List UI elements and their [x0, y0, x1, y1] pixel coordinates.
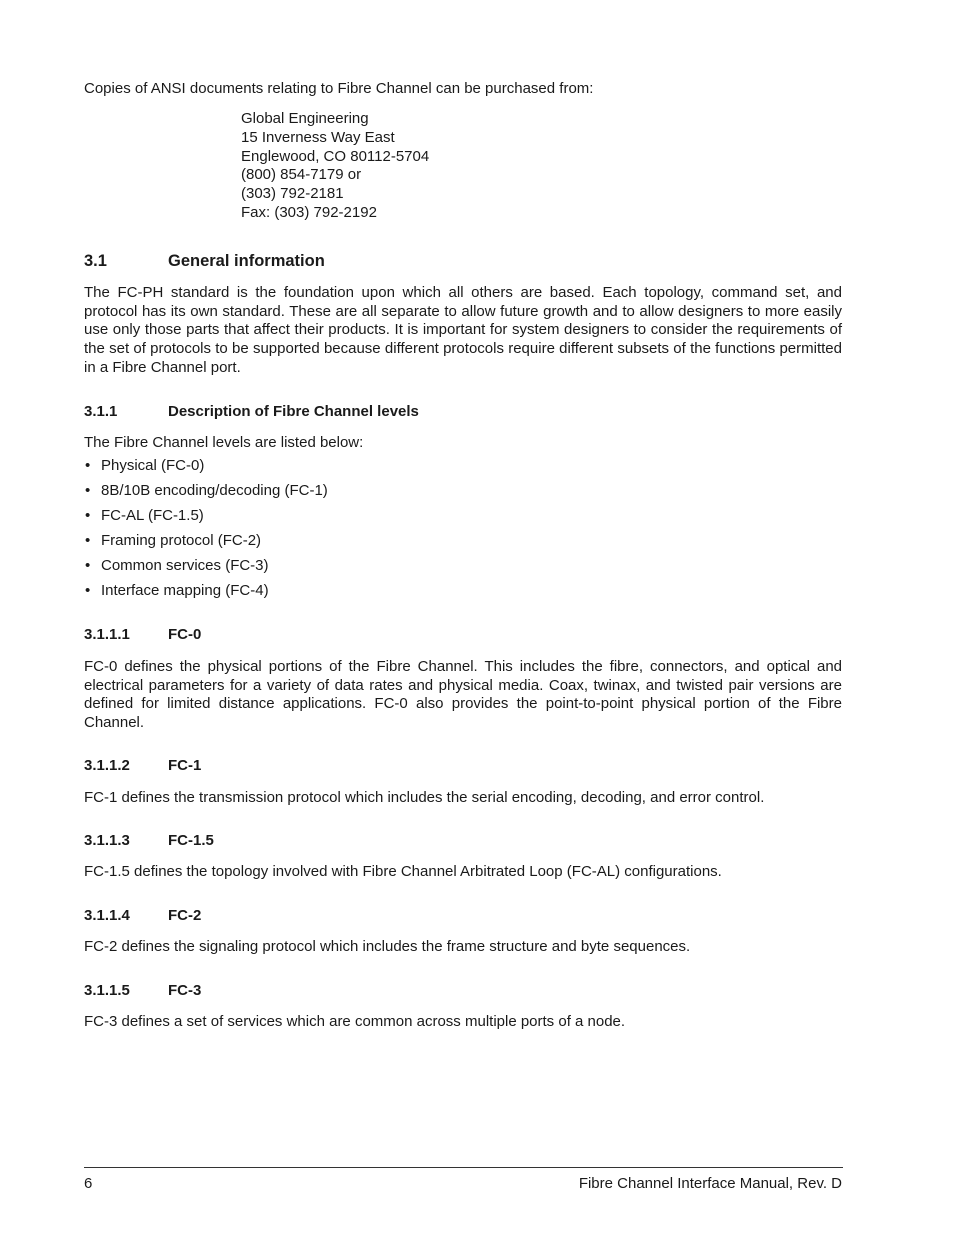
- intro-paragraph: Copies of ANSI documents relating to Fibre Channel can be purchased from:: [84, 80, 594, 97]
- section-number: 3.1: [84, 252, 107, 270]
- section-paragraph: FC-1.5 defines the topology involved with Fibre Channel Arbitrated Loop (FC-AL) configurations.: [84, 863, 722, 880]
- section-paragraph: FC-1 defines the transmission protocol which includes the serial encoding, decoding, and error control.: [84, 789, 765, 806]
- section-number: 3.1.1: [84, 403, 118, 420]
- section-number: 3.1.1.3: [84, 832, 130, 849]
- bullet: •: [85, 482, 91, 499]
- section-number: 3.1.1.2: [84, 757, 130, 774]
- section-paragraph: The FC-PH standard is the foundation upon which all others are based. Each topology, command set, and protocol has its own standard. These are all separate to allow future growth and to allow designers to more easily use only those parts that affect their products. It is important for system designers to consider the requirements of the set of protocols to be supported because different protocols require different subsets of the functions permitted in a Fibre Channel port.: [84, 284, 842, 376]
- list-item-text: Common services (FC-3): [101, 557, 269, 574]
- bullet: •: [85, 582, 91, 599]
- section-title: FC-1.5: [168, 832, 214, 849]
- section-paragraph: FC-3 defines a set of services which are common across multiple ports of a node.: [84, 1013, 626, 1030]
- address-line: 15 Inverness Way East: [241, 128, 395, 146]
- section-title: FC-1: [168, 757, 202, 774]
- section-number: 3.1.1.1: [84, 626, 130, 643]
- section-title: FC-2: [168, 907, 202, 924]
- section-paragraph: FC-0 defines the physical portions of the Fibre Channel. This includes the fibre, connectors, and optical and electrical parameters for a variety of data rates and physical media. Coax, twinax, and twisted pair versions are defined for limited distance applications. FC-0 also provides the point-to-point physical portion of the Fibre Channel.: [84, 658, 842, 732]
- footer-divider: [84, 1167, 843, 1168]
- address-line: (800) 854-7179 or: [241, 166, 362, 184]
- address-block: [241, 110, 429, 223]
- bullet: •: [85, 457, 91, 474]
- bullet: •: [85, 557, 91, 574]
- address-line: Fax: (303) 792-2192: [241, 203, 377, 221]
- section-paragraph: FC-2 defines the signaling protocol which includes the frame structure and byte sequences.: [84, 938, 691, 955]
- footer-doc-title: Fibre Channel Interface Manual, Rev. D: [578, 1175, 842, 1192]
- address-line: (303) 792-2181: [241, 185, 344, 203]
- list-item-text: 8B/10B encoding/decoding (FC-1): [101, 482, 328, 499]
- address-line: Englewood, CO 80112-5704: [241, 147, 430, 165]
- list-item: [84, 582, 328, 607]
- list-item: [84, 532, 328, 557]
- list-item: [84, 482, 328, 507]
- list-item: [84, 507, 328, 532]
- list-item-text: Physical (FC-0): [101, 457, 205, 474]
- section-title: General information: [168, 252, 325, 270]
- address-line: Global Engineering: [241, 110, 369, 127]
- list-item-text: FC-AL (FC-1.5): [101, 507, 204, 524]
- section-title: FC-0: [168, 626, 202, 643]
- list-intro: The Fibre Channel levels are listed below:: [84, 434, 364, 451]
- fc-levels-list: [84, 457, 328, 607]
- bullet: •: [85, 532, 91, 549]
- bullet: •: [85, 507, 91, 524]
- list-item-text: Framing protocol (FC-2): [101, 532, 262, 549]
- section-title: FC-3: [168, 982, 202, 999]
- list-item-text: Interface mapping (FC-4): [101, 582, 269, 599]
- section-number: 3.1.1.4: [84, 907, 130, 924]
- list-item: [84, 557, 328, 582]
- section-number: 3.1.1.5: [84, 982, 130, 999]
- list-item: [84, 457, 328, 482]
- section-title: Description of Fibre Channel levels: [168, 403, 419, 420]
- page-number: 6: [84, 1175, 93, 1192]
